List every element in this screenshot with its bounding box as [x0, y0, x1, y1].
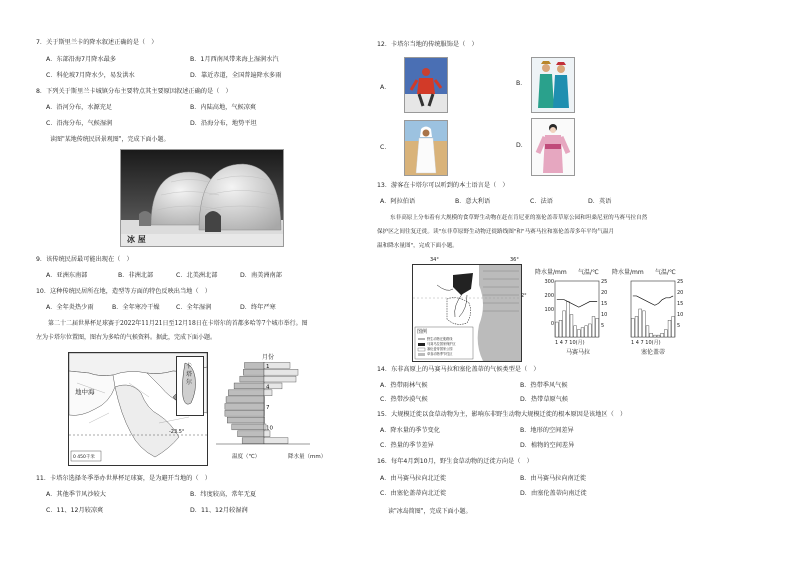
chart1-precip-bar-1: [555, 322, 558, 337]
map-scale: 0 450千米: [73, 455, 95, 460]
q9-stem: 9．该传统民居最可能出现在（ ）: [36, 256, 133, 263]
photo-option-c-robe[interactable]: [404, 120, 448, 176]
doha-precip-bar-2: [264, 369, 298, 375]
doha-temp-axis-label: 温度（℃）: [232, 454, 261, 460]
chart2-precip-bar-1: [631, 318, 634, 337]
chart1-precip-bar-8: [581, 328, 584, 337]
q10-stem: 10．这种传统民居所在地，造型等方面的特色反映出当地（ ）: [36, 288, 211, 295]
doha-temp-bar-9: [227, 417, 264, 423]
q13-option-b[interactable]: B．意大利语: [455, 198, 491, 205]
q14-option-c[interactable]: C．热带沙漠气候: [380, 396, 428, 403]
q15-option-c[interactable]: C．热量的季节差异: [380, 442, 434, 449]
q13-option-a[interactable]: A．阿拉伯语: [380, 198, 416, 205]
label-latitude: -23.5°: [169, 429, 185, 435]
igloo-photo: [120, 149, 284, 247]
q15-option-b[interactable]: B．地形的空间差异: [520, 427, 574, 434]
q15-option-d[interactable]: D．植物的空间差异: [520, 442, 575, 449]
q8-option-d[interactable]: D．沿海分布，地势平坦: [190, 120, 257, 127]
chart1-precip-bar-2: [559, 320, 562, 337]
photo-option-d-kimono[interactable]: [531, 118, 575, 176]
q14-option-a[interactable]: A．热带雨林气候: [380, 382, 428, 389]
doha-month-tick-7: 7: [266, 404, 270, 411]
chart2-precip-bar-9: [661, 333, 664, 337]
q11-stem: 11．卡塔尔选择冬季举办世界杯足球赛，是为避开当地的（ ）: [36, 475, 211, 482]
chart1-title: 马赛马拉: [566, 349, 591, 356]
q16-option-a[interactable]: A．由马赛马拉向北迁徙: [380, 475, 447, 482]
doha-precip-axis-label: 降水量（mm）: [288, 454, 327, 460]
robe-figure: [405, 121, 447, 175]
doha-temp-bar-8: [225, 410, 264, 416]
tick2-15: 15: [677, 301, 684, 307]
q13-option-c[interactable]: C．法语: [530, 198, 553, 205]
chart2-precip-bar-11: [668, 320, 671, 337]
chart1-precip-bar-9: [585, 326, 588, 337]
doha-month-tick-10: 10: [266, 425, 273, 432]
migration-map: [412, 264, 522, 362]
q7-option-c[interactable]: C．科伦坡7月降水少，易发洪水: [46, 72, 135, 79]
q15-stem: 15．大规模迁徙以食草动物为主，影响东非野生动物大规模迁徙的根本原因是该地区（ ）: [377, 411, 627, 418]
q11-option-a[interactable]: A．其他季节风沙较大: [46, 491, 106, 498]
q7-option-b[interactable]: B．1月西南风带来海上湿润水汽: [190, 56, 279, 63]
chart2-title: 塞伦盖蒂: [641, 349, 666, 356]
q7-option-d[interactable]: D．靠近赤道，全国普遍降水多雨: [190, 72, 282, 79]
intro-migration-1: 东非高原上分布着有大规模的食草野生动物在赶在肯尼亚的塞伦盖蒂草原公园和坦桑尼亚的马赛马拉自然: [390, 215, 648, 221]
q13-option-d[interactable]: D．英语: [588, 198, 612, 205]
chart1-left-ticks: [540, 275, 554, 331]
q14-option-b[interactable]: B．热带季风气候: [520, 382, 568, 389]
doha-temp-bar-4: [234, 383, 264, 389]
q9-option-d[interactable]: D．南美洲南部: [240, 272, 282, 279]
q10-option-c[interactable]: C．全年湿润: [176, 304, 212, 311]
q10-option-a[interactable]: A．全年炎热少雨: [46, 304, 94, 311]
chart-precip-label-2: 降水量/mm: [612, 269, 644, 276]
q9-option-c[interactable]: C．北美洲北部: [176, 272, 218, 279]
doha-temp-bar-2: [243, 369, 264, 375]
label-mediterranean: 地中海: [75, 388, 95, 396]
q10-option-b[interactable]: B．全年寒冷干燥: [112, 304, 160, 311]
tick-10: 10: [601, 312, 608, 318]
q10-option-d[interactable]: D．终年严寒: [240, 304, 276, 311]
q14-stem: 14．东非高原上的马赛马拉和塞伦盖蒂的气候类型是（ ）: [377, 366, 540, 373]
doha-temp-bar-7: [225, 404, 264, 410]
doha-temp-bar-1: [244, 363, 264, 369]
legend-item-route: 野生动物迁徙路线: [427, 337, 453, 341]
q16-option-b[interactable]: B．由马赛马拉向南迁徙: [520, 475, 587, 482]
legend-item-masai-mara: 马赛马拉国家保护区: [427, 342, 456, 346]
doha-temp-bar-5: [228, 390, 264, 396]
igloo-caption: 冰 屋: [127, 235, 146, 244]
chart1-precip-bar-7: [577, 330, 580, 337]
tick-300: 300: [544, 279, 554, 285]
chart2-x-ticks: 1 4 7 10(月): [631, 340, 661, 346]
tick2-5: 5: [677, 323, 681, 329]
chart1-precip-bar-3: [563, 311, 566, 337]
chart2-precip-bar-12: [672, 316, 675, 337]
tick-5: 5: [601, 323, 605, 329]
doha-temp-bar-3: [240, 376, 264, 382]
q9-option-b[interactable]: B．非洲北部: [118, 272, 154, 279]
chart2-precip-bar-5: [646, 326, 649, 337]
doha-month-tick-4: 4: [266, 384, 270, 391]
tick2-25: 25: [677, 279, 684, 285]
qatar-zoom-box: [176, 356, 204, 416]
doha-precip-bar-9: [264, 417, 265, 423]
intro-worldcup-2: 左为卡塔尔位置图，图右为多哈的气候资料。据此，完成下面小题。: [36, 334, 217, 341]
chart1-precip-bar-5: [570, 315, 573, 337]
chart1-precip-bar-11: [592, 316, 595, 337]
chart2-temp-line: [633, 296, 673, 305]
q7-stem: 7．关于斯里兰卡的降水叙述正确的是（ ）: [36, 39, 158, 46]
q16-option-c[interactable]: C．由塞伦盖蒂向北迁徙: [380, 490, 447, 497]
q16-stem: 16．每年4月到10月，野生食草动物的迁徙方向是（ ）: [377, 458, 533, 465]
q11-option-c[interactable]: C．11、12月较凉爽: [46, 507, 104, 514]
q12-stem: 12．卡塔尔当地的传统服饰是（ ）: [377, 41, 478, 48]
q8-option-a[interactable]: A．沿河分布，水源充足: [46, 104, 113, 111]
q15-option-a[interactable]: A．降水量的季节变化: [380, 427, 440, 434]
chart2-precip-bar-3: [639, 309, 642, 337]
doha-temp-bar-11: [238, 431, 264, 437]
tick-0: 0: [550, 321, 554, 327]
q9-option-a[interactable]: A．亚洲东南部: [46, 272, 88, 279]
chart1-precip-bar-4: [566, 302, 569, 337]
q12-option-a[interactable]: A．: [380, 84, 391, 91]
map2-lon-34: 34°: [430, 257, 439, 263]
q16-option-d[interactable]: D．由塞伦盖蒂向南迁徙: [520, 490, 587, 497]
q12-option-c[interactable]: C．: [380, 144, 391, 151]
kimono-figure: [532, 119, 574, 175]
chart1-right-ticks: [601, 277, 607, 332]
q8-option-c[interactable]: C．沿海分布，气候湿润: [46, 120, 113, 127]
intro-migration-2: 保护区之间往复迁徙。读"东非草原野生动物迁徙路线图"和"马赛马拉和塞伦盖蒂多年平均气温月: [377, 229, 615, 235]
doha-precip-bar-8: [264, 410, 265, 416]
mountaineer-figure: [405, 58, 447, 112]
legend-title: 图例: [417, 329, 428, 335]
doha-month-label: 月份: [262, 354, 275, 361]
igloo-illustration: [121, 150, 283, 246]
legend-item-seasonal: 草食动物季节性区: [427, 352, 453, 356]
chart-temp-label-2: 气温/℃: [655, 269, 676, 276]
doha-month-tick-1: 1: [266, 363, 270, 370]
doha-precip-bar-11: [264, 431, 270, 437]
doha-temp-bar-10: [232, 424, 264, 430]
tick-20: 20: [601, 290, 608, 296]
intro-iceland: 读"冰岛简图"，完成下面小题。: [388, 508, 472, 515]
tick2-10: 10: [677, 312, 684, 318]
costume-figures: [532, 58, 574, 112]
chart2-precip-bar-2: [635, 316, 638, 337]
doha-climate-chart: [206, 352, 336, 468]
doha-precip-bar-12: [264, 438, 288, 444]
chart2-precip-bar-7: [653, 335, 656, 337]
q13-stem: 13．游客在卡塔尔可以听到的本土语言是（ ）: [377, 182, 509, 189]
tick-15: 15: [601, 301, 608, 307]
chart2-right-ticks: [677, 277, 683, 332]
q12-option-b[interactable]: B．: [516, 80, 527, 87]
intro-worldcup-1: 第二十二届世界杯足球赛于2022年11月21日至12月18日在卡塔尔的首都多哈等7个城市举行。图: [48, 320, 308, 327]
doha-temp-bar-6: [226, 397, 264, 403]
tick-100: 100: [544, 307, 554, 313]
label-qatar: 卡塔尔: [186, 363, 193, 386]
doha-precip-bar-7: [264, 404, 265, 410]
tick-200: 200: [544, 293, 554, 299]
chart2-precip-bar-4: [642, 311, 645, 337]
chart2-precip-bar-10: [664, 330, 667, 337]
doha-precip-bar-3: [264, 376, 296, 382]
q12-option-d[interactable]: D．: [516, 142, 527, 149]
doha-precip-bar-6: [264, 397, 265, 403]
doha-precip-bar-5: [264, 390, 272, 396]
q8-stem: 8．下列关于斯里兰卡城镇分布主要特点其主要原因叙述正确的是（ ）: [36, 88, 232, 95]
map2-lon-36: 36°: [510, 257, 519, 263]
q7-option-a[interactable]: A．东部沿海7月降水最多: [46, 56, 117, 63]
photo-option-a-mountaineer[interactable]: [404, 57, 448, 113]
chart1-temp-line: [557, 300, 597, 307]
photo-option-b-costume[interactable]: [531, 57, 575, 113]
q11-option-d[interactable]: D．11、12月较湿润: [190, 507, 248, 514]
chart-temp-label-1: 气温/℃: [578, 269, 599, 276]
chart-precip-label: 降水量/mm: [535, 269, 567, 276]
q11-option-b[interactable]: B．纬度较高，常年无夏: [190, 491, 257, 498]
chart1-x-ticks: 1 4 7 10(月): [555, 340, 585, 346]
chart2-precip-bar-8: [657, 335, 660, 337]
q8-option-b[interactable]: B．内陆高地，气候凉爽: [190, 104, 257, 111]
doha-temp-bar-12: [242, 438, 264, 444]
chart1-precip-bar-6: [574, 326, 577, 337]
chart1-precip-bar-10: [588, 324, 591, 337]
tick-25: 25: [601, 279, 608, 285]
tick2-20: 20: [677, 290, 684, 296]
intro-igloo: 读图"某地传统民居景观图"，完成下面小题。: [50, 136, 170, 143]
q14-option-d[interactable]: D．热带草原气候: [520, 396, 569, 403]
chart2-precip-bar-6: [650, 333, 653, 337]
map2-lat-2: 2°: [521, 293, 527, 299]
chart1-precip-bar-12: [596, 318, 599, 337]
intro-migration-3: 温和降水量图"，完成下面小题。: [377, 243, 458, 249]
legend-item-serengeti: 塞伦盖蒂国家公园: [427, 347, 453, 351]
